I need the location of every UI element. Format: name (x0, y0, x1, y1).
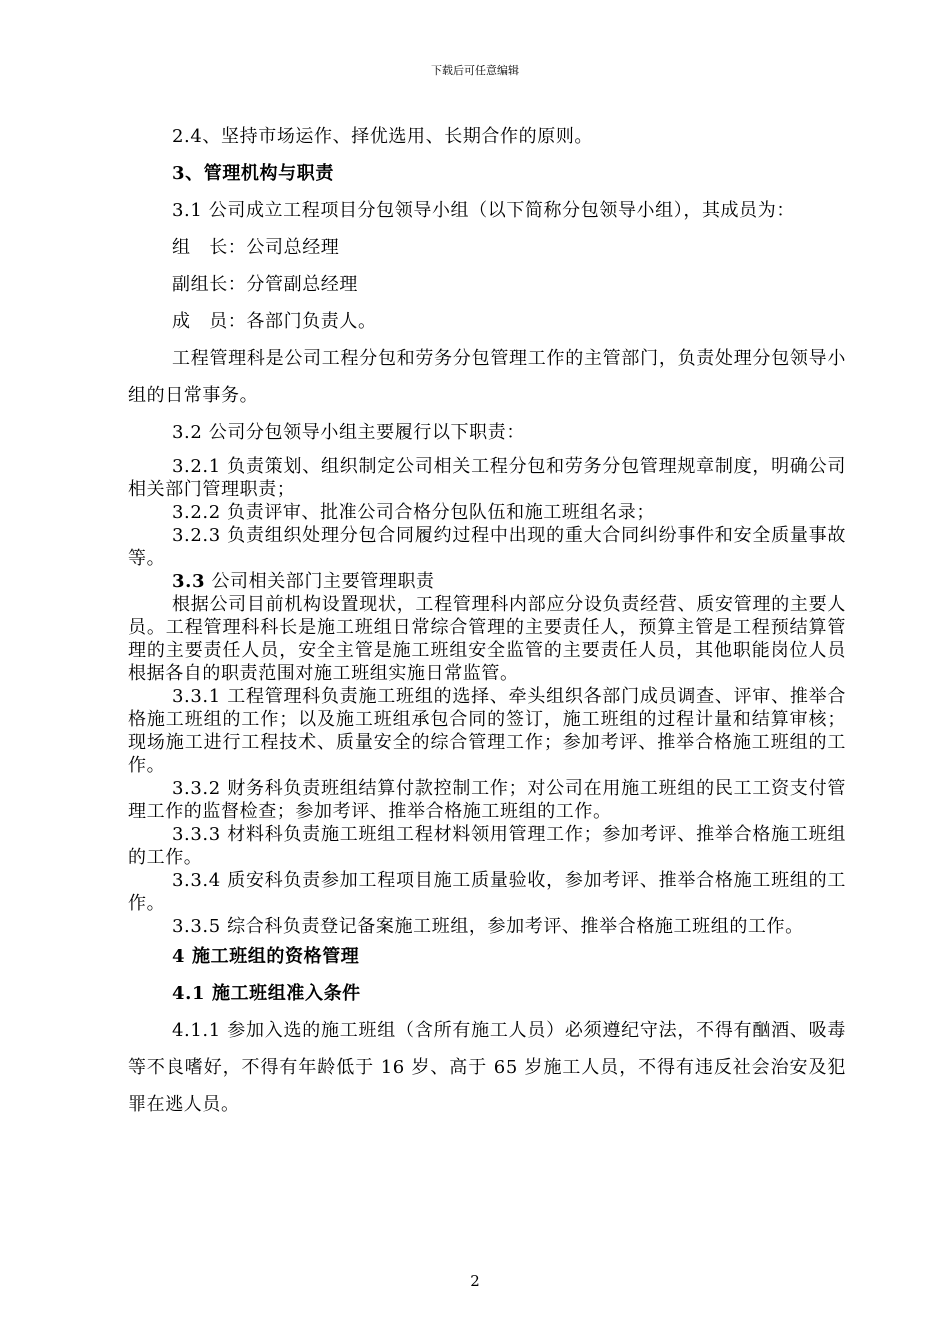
paragraph-3-3-1: 3.3.1 工程管理科负责施工班组的选择、牵头组织各部门成员调查、评审、推举合格施工班组的工作；以及施工班组承包合同的签订，施工班组的过程计量和结算审核；现场施工进行工程技术、质量安全的综合管理工作；参加考评、推举合格施工班组的工作。 (128, 686, 846, 776)
paragraph-4-1-1: 4.1.1 参加入选的施工班组（含所有施工人员）必须遵纪守法，不得有酗酒、吸毒等不良嗜好，不得有年龄低于 16 岁、高于 65 岁施工人员，不得有违反社会治安及犯罪在逃人员。 (128, 1020, 846, 1115)
paragraph-3-2-3: 3.2.3 负责组织处理分包合同履约过程中出现的重大合同纠纷事件和安全质量事故等。 (128, 525, 846, 569)
paragraph-engineering-dept: 工程管理科是公司工程分包和劳务分包管理工作的主管部门，负责处理分包领导小组的日常事务。 (128, 348, 846, 406)
paragraph-3-1: 3.1 公司成立工程项目分包领导小组（以下简称分包领导小组），其成员为： (172, 200, 795, 221)
page-number: 2 (470, 1272, 480, 1290)
paragraph-3-2: 3.2 公司分包领导小组主要履行以下职责： (172, 422, 525, 443)
heading-section-4: 4 施工班组的资格管理 (172, 946, 360, 967)
paragraph-3-2-2: 3.2.2 负责评审、批准公司合格分包队伍和施工班组名录； (172, 502, 655, 523)
heading-3-3-text: 公司相关部门主要管理职责 (205, 571, 435, 592)
heading-section-3: 3、管理机构与职责 (172, 163, 334, 184)
paragraph-3-2-1: 3.2.1 负责策划、组织制定公司相关工程分包和劳务分包管理规章制度，明确公司相关部门管理职责； (128, 456, 846, 500)
member-members: 成 员：各部门负责人。 (172, 311, 377, 332)
heading-3-3-number: 3.3 (172, 571, 206, 592)
paragraph-3-3-4: 3.3.4 质安科负责参加工程项目施工质量验收，参加考评、推举合格施工班组的工作。 (128, 870, 846, 914)
member-deputy-leader: 副组长：分管副总经理 (172, 274, 358, 295)
paragraph-3-3-3: 3.3.3 材料科负责施工班组工程材料领用管理工作；参加考评、推举合格施工班组的工作。 (128, 824, 846, 868)
member-leader: 组 长：公司总经理 (172, 237, 340, 258)
heading-4-1: 4.1 施工班组准入条件 (172, 983, 361, 1004)
paragraph-3-3-intro: 根据公司目前机构设置现状，工程管理科内部应分设负责经营、质安管理的主要人员。工程管理科科长是施工班组日常综合管理的主要责任人，预算主管是工程预结算管理的主要责任人员，安全主管是施工班组安全监管的主要责任人员，其他职能岗位人员根据各自的职责范围对施工班组实施日常监管。 (128, 594, 846, 684)
paragraph-3-3-5: 3.3.5 综合科负责登记备案施工班组，参加考评、推举合格施工班组的工作。 (172, 916, 804, 937)
page-header: 下载后可任意编辑 (431, 64, 519, 77)
paragraph-3-3-2: 3.3.2 财务科负责班组结算付款控制工作；对公司在用施工班组的民工工资支付管理工作的监督检查；参加考评、推举合格施工班组的工作。 (128, 778, 846, 822)
heading-3-3 (128, 570, 846, 593)
document-body (128, 118, 846, 1123)
paragraph-principle-2-4: 2.4、坚持市场运作、择优选用、长期合作的原则。 (172, 126, 594, 147)
